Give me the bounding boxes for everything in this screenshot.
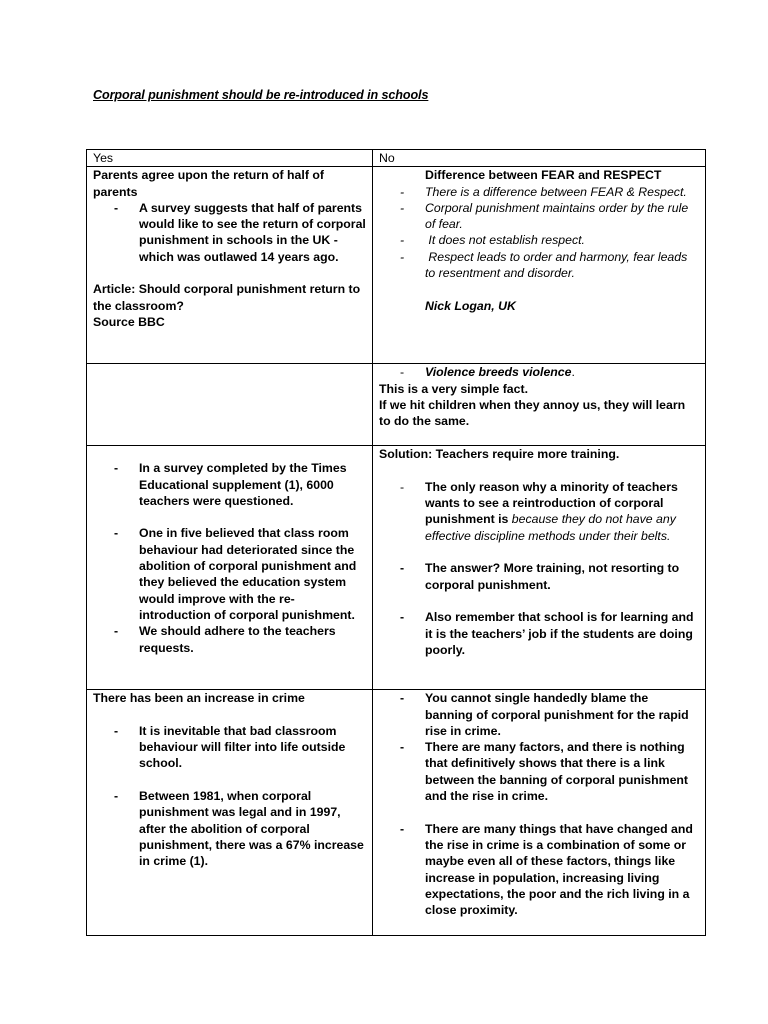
list-item-text: The only reason why a minority of teachers wants to see a reintroduction of corporal punishment is — [425, 479, 678, 527]
bullet-dash: - — [114, 461, 119, 476]
header-row — [87, 150, 706, 167]
yes-cell — [87, 167, 373, 364]
list-item-text: It does not establish respect. — [425, 233, 585, 248]
list-item-text: In a survey completed by the Times Educational supplement (1), 6000 teachers were questioned. — [139, 461, 347, 508]
list-item — [93, 460, 366, 509]
bullet-dash: - — [400, 691, 405, 706]
cell-heading: Parents agree upon the return of half of parents — [93, 168, 324, 199]
list-item — [379, 249, 699, 282]
list-item — [379, 184, 699, 200]
list-item-text: Also remember that school is for learning and it is the teachers’ job if the students are doing poorly. — [425, 610, 694, 657]
list-item — [93, 788, 366, 869]
table-row — [87, 364, 706, 446]
article-source: Source BBC — [93, 314, 165, 329]
yes-cell — [87, 446, 373, 690]
list-item-text: Respect leads to order and harmony, fear leads to resentment and disorder. — [425, 249, 691, 281]
article-title: Article: Should corporal punishment return to the classroom? — [93, 282, 361, 313]
yes-cell — [87, 690, 373, 936]
list-item — [93, 525, 366, 623]
argument-table — [86, 149, 706, 936]
bullet-dash: - — [400, 821, 405, 836]
yes-cell-empty — [87, 364, 373, 446]
bullet-dash: - — [400, 249, 405, 264]
list-item-text: The answer? More training, not resorting to corporal punishment. — [425, 561, 680, 592]
bullet-dash: - — [400, 740, 405, 755]
bullet-dash: - — [114, 789, 119, 804]
table-row — [87, 167, 706, 364]
list-item-period: . — [571, 365, 575, 380]
yes-header: Yes — [87, 150, 373, 167]
list-item — [379, 479, 699, 544]
cell-heading: Solution: Teachers require more training. — [379, 447, 620, 462]
bullet-dash: - — [400, 479, 405, 494]
list-item — [93, 723, 366, 772]
list-item-text-italic: because they do not have any effective discipline methods under their belts. — [425, 512, 676, 543]
no-cell — [373, 364, 706, 446]
list-item-text: One in five believed that class room behaviour had deteriorated since the abolition of corporal punishment and they believed the education system would improve with the re-introduction of corporal punishment. — [139, 526, 357, 622]
bullet-dash: - — [400, 365, 405, 380]
list-item-text: Violence breeds violence — [425, 365, 572, 380]
list-item — [93, 623, 366, 656]
paragraph: This is a very simple fact. — [379, 381, 528, 396]
list-item — [379, 821, 699, 919]
list-item-text: There is a difference between FEAR & Respect. — [425, 184, 687, 199]
list-item — [379, 232, 699, 248]
bullet-dash: - — [400, 610, 405, 625]
list-item — [379, 609, 699, 658]
list-item — [93, 200, 366, 265]
paragraph: If we hit children when they annoy us, they will learn to do the same. — [379, 397, 686, 429]
author-name: Nick Logan, UK — [425, 298, 516, 313]
list-item — [379, 739, 699, 804]
no-cell — [373, 446, 706, 690]
list-item — [379, 200, 699, 233]
bullet-dash: - — [114, 723, 119, 738]
bullet-dash: - — [400, 184, 405, 199]
table-row — [87, 690, 706, 936]
cell-heading: Difference between FEAR and RESPECT — [425, 168, 662, 183]
no-cell — [373, 690, 706, 936]
bullet-dash: - — [114, 624, 119, 639]
bullet-dash: - — [114, 526, 119, 541]
bullet-dash: - — [400, 561, 405, 576]
list-item-text: Corporal punishment maintains order by the rule of fear. — [425, 200, 689, 232]
list-item-text: There are many things that have changed and the rise in crime is a combination of some or maybe even all of these factors, things like increase in population, increasing living expectations, the poor and the rich living in a close proximity. — [425, 821, 693, 918]
list-item-text: There are many factors, and there is nothing that definitively shows that there is a link between the banning of corporal punishment and the rise in crime. — [425, 740, 689, 804]
list-item — [379, 364, 699, 380]
document-title: Corporal punishment should be re-introduced in schools — [93, 88, 429, 102]
list-item — [379, 560, 699, 593]
list-item — [379, 690, 699, 739]
cell-heading: There has been an increase in crime — [93, 691, 305, 706]
list-item-text: You cannot single handedly blame the banning of corporal punishment for the rapid rise in crime. — [425, 691, 689, 738]
bullet-dash: - — [400, 200, 405, 215]
bullet-dash: - — [400, 233, 405, 248]
list-item-text: Between 1981, when corporal punishment was legal and in 1997, after the abolition of corporal punishment, there was a 67% increase in crime (1). — [139, 789, 364, 869]
list-item-text: A survey suggests that half of parents would like to see the return of corporal punishment in schools in the UK - which was outlawed 14 years ago. — [139, 200, 366, 264]
list-item-text: We should adhere to the teachers requests. — [139, 624, 336, 655]
no-header: No — [373, 150, 706, 167]
list-item-text: It is inevitable that bad classroom behaviour will filter into life outside school. — [139, 723, 346, 771]
table-row — [87, 446, 706, 690]
bullet-dash: - — [114, 200, 119, 215]
no-cell — [373, 167, 706, 364]
